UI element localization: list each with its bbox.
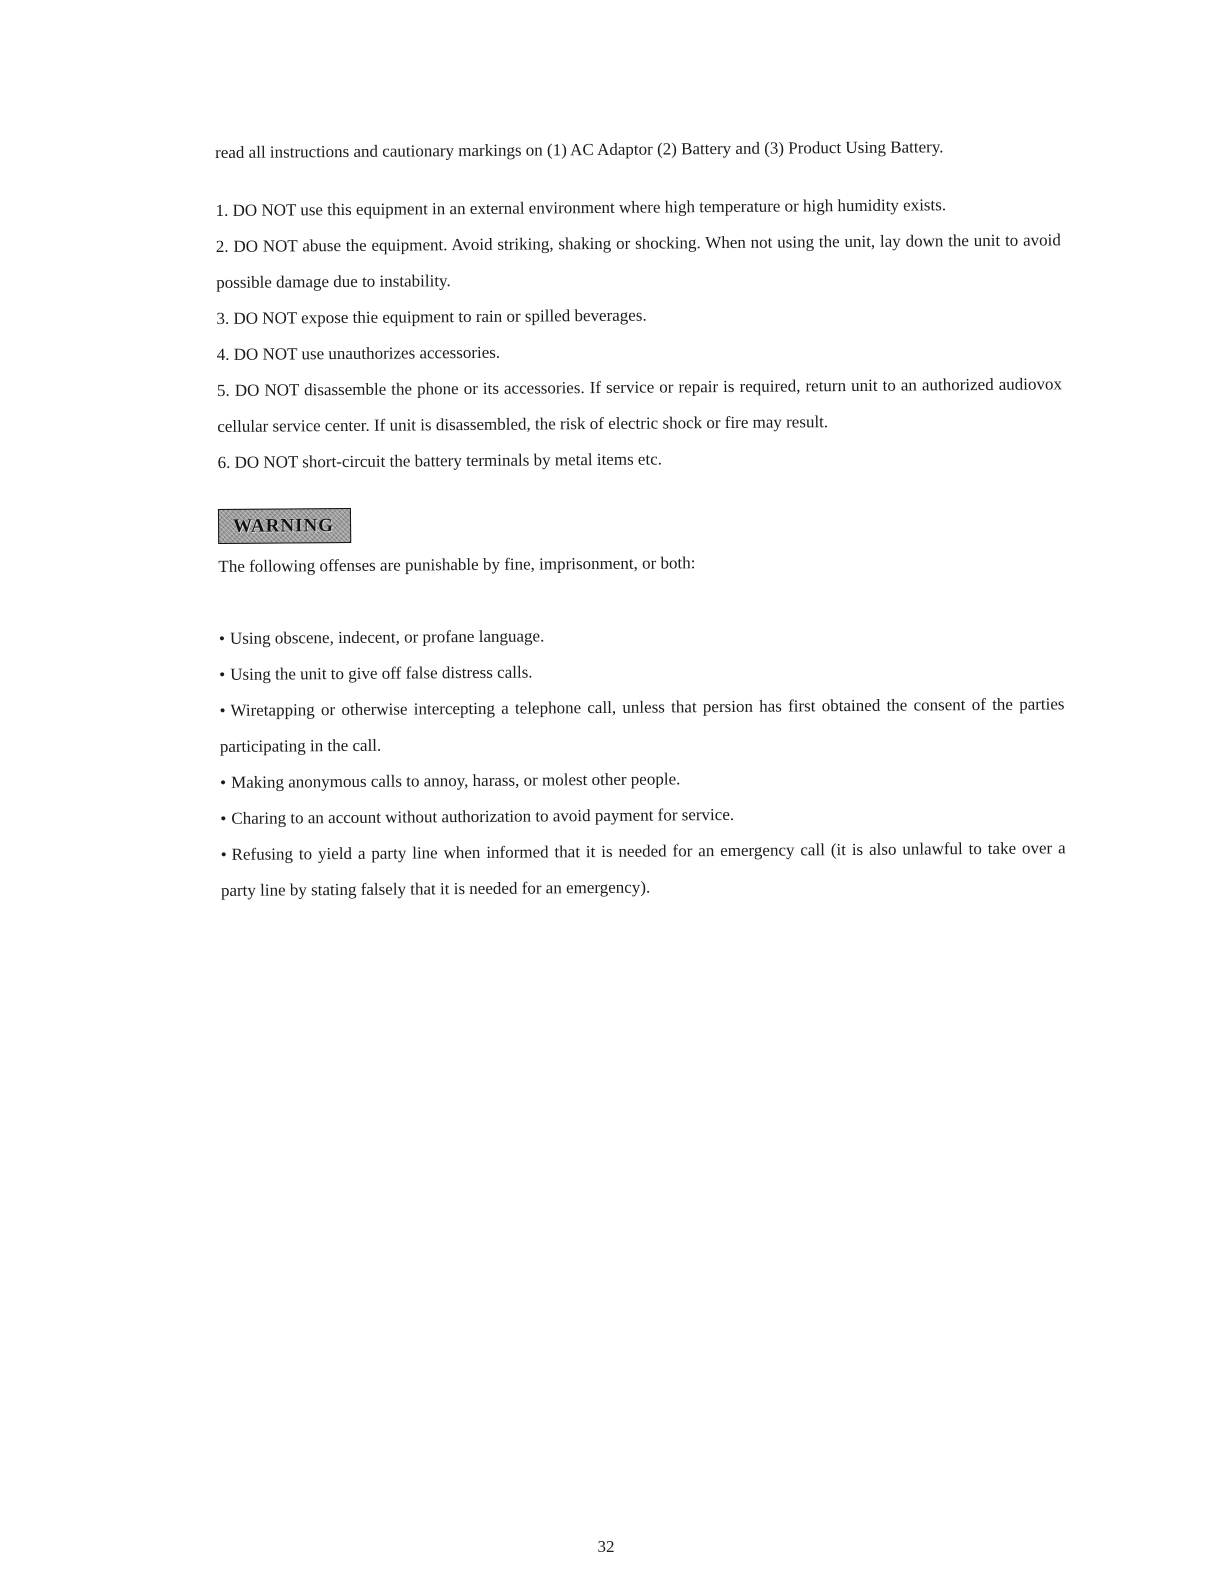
caution-item-4: 4. DO NOT use unauthorizes accessories.: [216, 342, 501, 364]
intro-paragraph: read all instructions and cautionary markings on (1) AC Adaptor (2) Battery and (3) Product Using Battery.: [215, 137, 944, 162]
bullet-icon: •: [218, 628, 225, 648]
offense-text: Using the unit to give off false distress calls.: [230, 662, 533, 684]
bullet-icon: •: [220, 808, 227, 828]
warning-heading: [218, 502, 1063, 549]
offense-text: Wiretapping or otherwise intercepting a telephone call, unless that persion has first obtained the consent of the parties participating in the call.: [219, 694, 1065, 756]
page-number: 32: [597, 1537, 615, 1556]
warning-badge: WARNING: [218, 508, 351, 544]
offenses-intro: The following offenses are punishable by fine, imprisonment, or both:: [218, 553, 696, 576]
offense-item-6: [221, 830, 1067, 909]
caution-item-5: 5. DO NOT disassemble the phone or its accessories. If service or repair is required, return unit to an authorized audiovox cellular service center. If unit is disassembled, the risk of electric shock or fire may result.: [216, 374, 1063, 436]
caution-item-6: 6. DO NOT short-circuit the battery terminals by metal items etc.: [217, 449, 663, 472]
bullet-icon: •: [219, 700, 226, 720]
offense-text: Charing to an account without authorization to avoid payment for service.: [231, 804, 735, 828]
caution-item-2: 2. DO NOT abuse the equipment. Avoid striking, shaking or shocking. When not using the unit, lay down the unit to avoid possible damage due to instability.: [215, 230, 1061, 292]
offense-text: Refusing to yield a party line when informed that it is needed for an emergency call (it is also unlawful to take over a party line by stating falsely that it is needed for an emergency).: [220, 838, 1066, 900]
document-page: [215, 128, 1066, 909]
caution-item-3: 3. DO NOT expose thie equipment to rain or spilled beverages.: [216, 305, 647, 328]
bullet-icon: •: [220, 844, 227, 864]
offense-text: Making anonymous calls to annoy, harass, or molest other people.: [230, 769, 681, 792]
caution-list: [215, 186, 1062, 481]
offense-item-3: [219, 686, 1065, 765]
caution-item-1: 1. DO NOT use this equipment in an external environment where high temperature or high humidity exists.: [215, 195, 947, 220]
bullet-icon: •: [220, 772, 227, 792]
bullet-icon: •: [219, 664, 226, 684]
offense-text: Using obscene, indecent, or profane language.: [229, 626, 545, 648]
offense-list: [219, 614, 1066, 909]
